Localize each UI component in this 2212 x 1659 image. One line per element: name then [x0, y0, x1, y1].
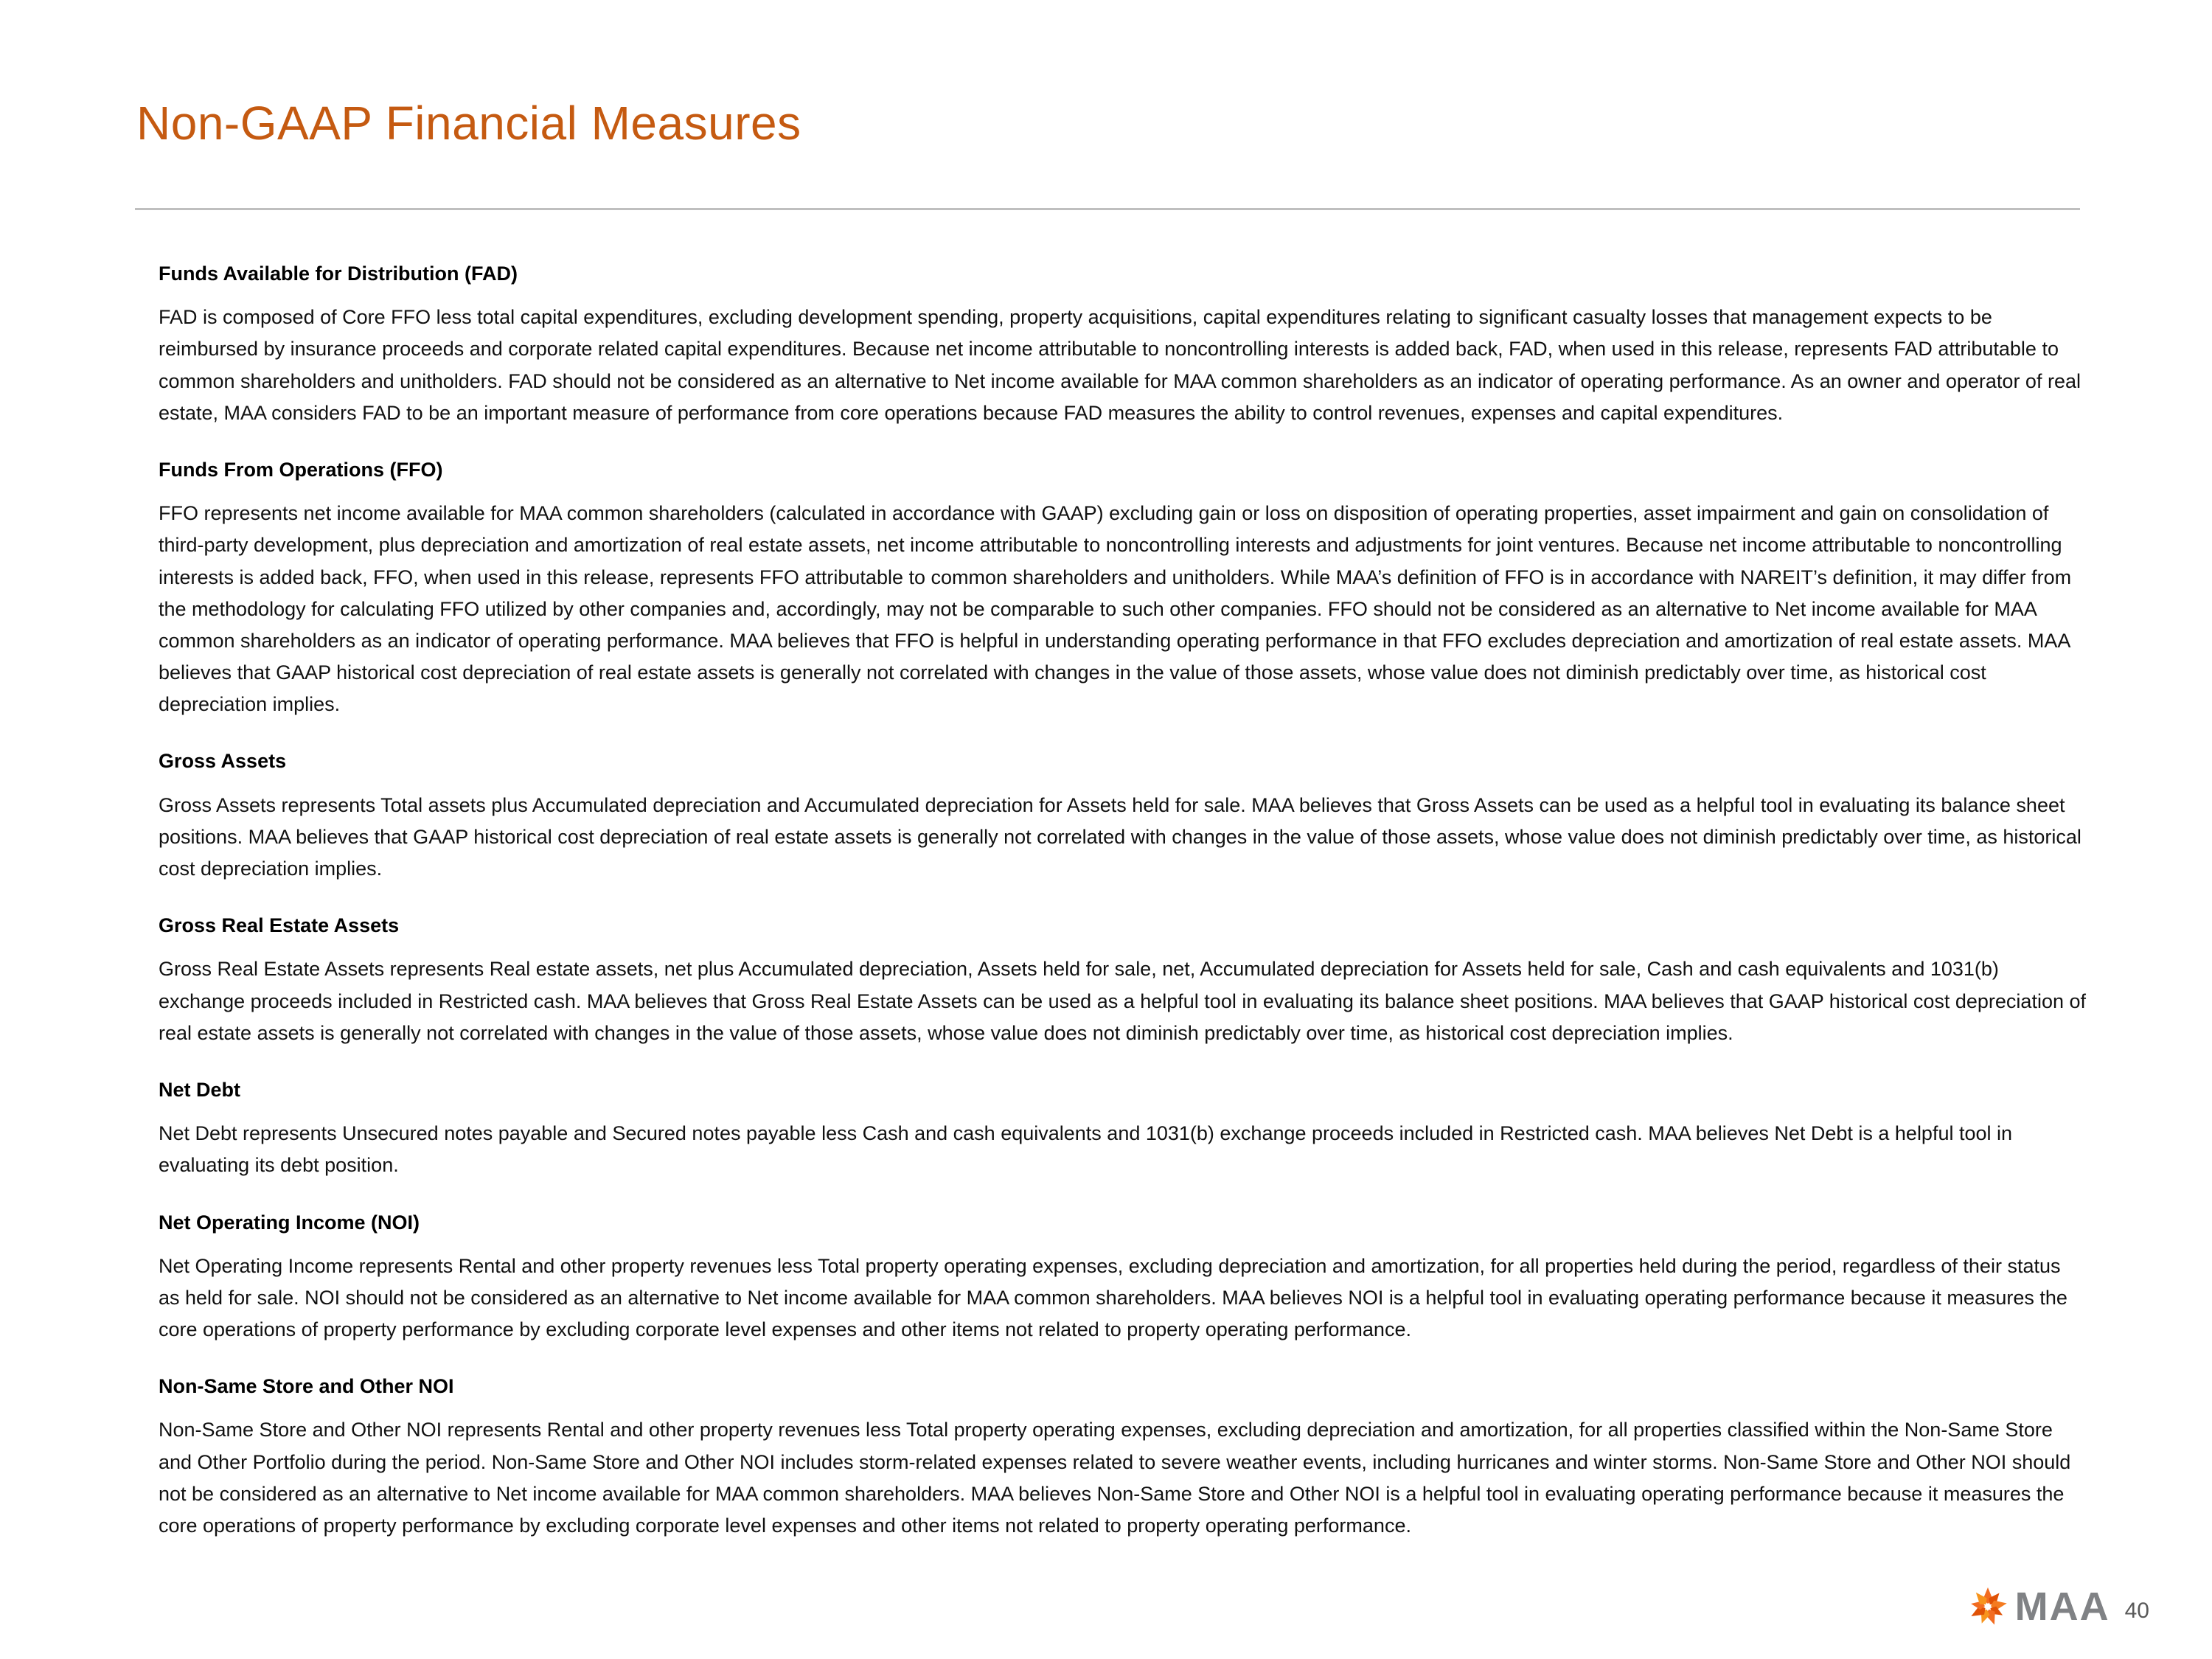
section-gross-real-estate-assets	[159, 910, 2087, 1049]
section-heading: Funds Available for Distribution (FAD)	[159, 262, 518, 285]
section-ffo	[159, 454, 2087, 721]
section-noi	[159, 1207, 2087, 1346]
section-heading: Funds From Operations (FFO)	[159, 458, 443, 481]
logo-text: MAA	[2014, 1585, 2110, 1629]
section-net-debt	[159, 1074, 2087, 1182]
section-body: Gross Assets represents Total assets plus Accumulated depreciation and Accumulated depreciation for Assets held for sale. MAA believes that Gross Assets can be used as a helpful tool in evaluating its balance sheet positions. MAA believes that GAAP historical cost depreciation of real estate assets is generally not correlated with changes in the value of those assets, whose value does not diminish predictably over time, as historical cost depreciation implies.	[159, 793, 2081, 880]
title-divider	[135, 208, 2080, 210]
section-body: Gross Real Estate Assets represents Real estate assets, net plus Accumulated depreciation, Assets held for sale, net, Accumulated depreciation for Assets held for sale, Cash and cash equivalents and 1031(b) exchange proceeds included in Restricted cash. MAA believes that Gross Real Estate Assets can be used as a helpful tool in evaluating its balance sheet positions. MAA believes that GAAP historical cost depreciation of real estate assets is generally not correlated with changes in the value of those assets, whose value does not diminish predictably over time, as historical cost depreciation implies.	[159, 958, 2086, 1044]
section-heading: Net Operating Income (NOI)	[159, 1211, 420, 1234]
section-heading: Gross Assets	[159, 750, 287, 773]
section-gross-assets	[159, 745, 2087, 885]
footer	[1966, 1585, 2149, 1628]
section-non-same-store-noi	[159, 1371, 2087, 1542]
maa-logo	[1966, 1585, 2110, 1628]
maa-starburst-icon	[1966, 1585, 2009, 1628]
section-fad	[159, 258, 2087, 429]
page-title: Non-GAAP Financial Measures	[136, 97, 801, 150]
section-body: FFO represents net income available for MAA common shareholders (calculated in accordance with GAAP) excluding gain or loss on disposition of operating properties, asset impairment and gain on consolidation of third-party development, plus depreciation and amortization of real estate assets, net income attributable to noncontrolling interests and adjustments for joint ventures. Because net income attributable to noncontrolling interests is added back, FFO, when used in this release, represents FFO attributable to common shareholders and unitholders. While MAA’s definition of FFO is in accordance with NAREIT’s definition, it may differ from the methodology for calculating FFO utilized by other companies and, accordingly, may not be comparable to such other companies. FFO should not be considered as an alternative to Net income available for MAA common shareholders as an indicator of operating performance. MAA believes that FFO is helpful in understanding operating performance in that FFO excludes depreciation and amortization of real estate assets. MAA believes that GAAP historical cost depreciation of real estate assets is generally not correlated with changes in the value of those assets, whose value does not diminish predictably over time, as historical cost depreciation implies.	[159, 502, 2072, 716]
section-heading: Net Debt	[159, 1078, 241, 1101]
section-body: Non-Same Store and Other NOI represents Rental and other property revenues less Total property operating expenses, excluding depreciation and amortization, for all properties classified within the Non-Same Store and Other Portfolio during the period. Non-Same Store and Other NOI includes storm-related expenses related to severe weather events, including hurricanes and winter storms. Non-Same Store and Other NOI should not be considered as an alternative to Net income available for MAA common shareholders. MAA believes Non-Same Store and Other NOI is a helpful tool in evaluating operating performance because it measures the core operations of property performance by excluding corporate level expenses and other items not related to property operating performance.	[159, 1419, 2071, 1537]
section-heading: Gross Real Estate Assets	[159, 914, 400, 937]
section-body: Net Operating Income represents Rental and other property revenues less Total property operating expenses, excluding depreciation and amortization, for all properties held during the period, regardless of their status as held for sale. NOI should not be considered as an alternative to Net income available for MAA common shareholders. MAA believes NOI is a helpful tool in evaluating operating performance because it measures the core operations of property performance by excluding corporate level expenses and other items not related to property operating performance.	[159, 1254, 2067, 1341]
page-number: 40	[2124, 1599, 2149, 1623]
section-body: Net Debt represents Unsecured notes payable and Secured notes payable less Cash and cash equivalents and 1031(b) exchange proceeds included in Restricted cash. MAA believes Net Debt is a helpful tool in evaluating its debt position.	[159, 1122, 2013, 1177]
content-area	[159, 243, 2087, 1542]
section-body: FAD is composed of Core FFO less total capital expenditures, excluding development spending, property acquisitions, capital expenditures relating to significant casualty losses that management expects to be reimbursed by insurance proceeds and corporate related capital expenditures. Because net income attributable to noncontrolling interests is added back, FAD, when used in this release, represents FAD attributable to common shareholders and unitholders. FAD should not be considered as an alternative to Net income available for MAA common shareholders as an indicator of operating performance. As an owner and operator of real estate, MAA considers FAD to be an important measure of performance from core operations because FAD measures the ability to control revenues, expenses and capital expenditures.	[159, 306, 2081, 424]
section-heading: Non-Same Store and Other NOI	[159, 1375, 454, 1398]
